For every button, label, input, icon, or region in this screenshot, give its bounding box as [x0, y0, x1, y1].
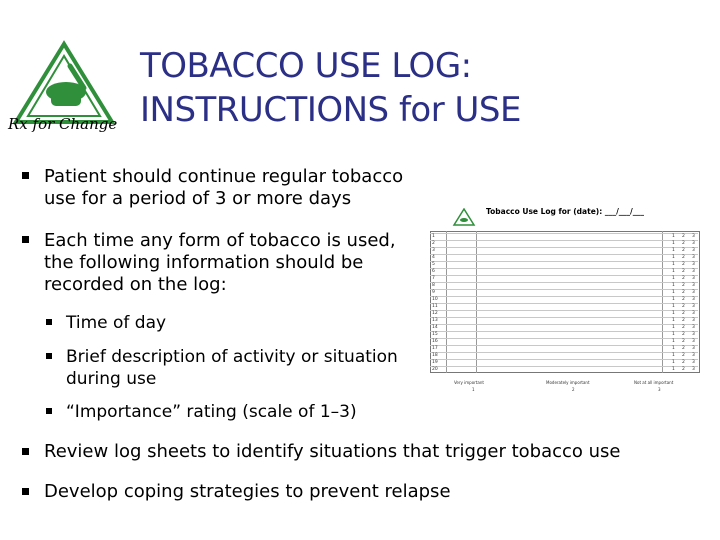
bullet-review-log: Review log sheets to identify situations that trigger tobacco use [44, 441, 621, 462]
log-row-number: 12 [432, 311, 438, 316]
log-rating-value: 3 [692, 339, 695, 344]
log-row-number: 8 [432, 283, 435, 288]
log-row-number: 11 [432, 304, 438, 309]
sub-bullet-rating: “Importance” rating (scale of 1–3) [66, 402, 357, 422]
form-footer-right-num: 3 [658, 387, 661, 392]
log-rating-value: 1 [672, 297, 675, 302]
log-rating-value: 2 [682, 332, 685, 337]
page-title [140, 44, 700, 132]
log-rating-value: 1 [672, 262, 675, 267]
log-row-number: 19 [432, 360, 438, 365]
log-rating-value: 3 [692, 255, 695, 260]
log-row-number: 14 [432, 325, 438, 330]
log-rating-value: 2 [682, 297, 685, 302]
log-row-number: 4 [432, 255, 435, 260]
log-rating-value: 3 [692, 262, 695, 267]
log-rating-value: 2 [682, 304, 685, 309]
form-footer-left-num: 1 [472, 387, 475, 392]
title-line-2: INSTRUCTIONS for USE [140, 90, 521, 130]
log-rating-value: 1 [672, 325, 675, 330]
title-line-1: TOBACCO USE LOG: [140, 46, 472, 86]
log-rating-value: 2 [682, 367, 685, 372]
log-rating-value: 3 [692, 297, 695, 302]
log-rating-value: 2 [682, 353, 685, 358]
log-rating-value: 1 [672, 304, 675, 309]
log-rating-value: 3 [692, 367, 695, 372]
log-rating-value: 2 [682, 290, 685, 295]
log-rating-value: 3 [692, 276, 695, 281]
log-rating-value: 2 [682, 255, 685, 260]
sub-bullet-marker [46, 408, 52, 414]
bullet-marker [22, 172, 29, 179]
log-row [430, 366, 698, 374]
sub-bullet-activity: Brief description of activity or situation during use [66, 347, 398, 389]
bullet-coping: Develop coping strategies to prevent relapse [44, 481, 451, 502]
log-row-number: 9 [432, 290, 435, 295]
log-rating-value: 2 [682, 339, 685, 344]
log-rating-value: 1 [672, 290, 675, 295]
bullet-marker [22, 488, 29, 495]
log-rating-value: 2 [682, 325, 685, 330]
log-rating-value: 2 [682, 269, 685, 274]
form-title: Tobacco Use Log for (date): ___/___/___ [486, 207, 645, 216]
logo-text: Rx for Change [8, 115, 118, 132]
form-footer-left: Very important [454, 380, 484, 385]
log-rating-value: 2 [682, 262, 685, 267]
form-footer-mid-num: 2 [572, 387, 575, 392]
log-rating-value: 1 [672, 269, 675, 274]
log-rating-value: 3 [692, 269, 695, 274]
log-row-number: 15 [432, 332, 438, 337]
sub-bullet-time: Time of day [66, 313, 167, 333]
log-rating-value: 2 [682, 283, 685, 288]
log-rating-value: 3 [692, 241, 695, 246]
log-rating-value: 1 [672, 311, 675, 316]
sub-bullet-marker [46, 319, 52, 325]
log-rating-value: 3 [692, 325, 695, 330]
log-rating-value: 1 [672, 360, 675, 365]
log-rating-value: 3 [692, 360, 695, 365]
log-rating-value: 1 [672, 276, 675, 281]
log-row-number: 16 [432, 339, 438, 344]
log-rating-value: 3 [692, 318, 695, 323]
tobacco-use-log-form [426, 200, 704, 400]
log-rating-value: 2 [682, 241, 685, 246]
sub-bullet-marker [46, 353, 52, 359]
log-row-number: 10 [432, 297, 438, 302]
log-rating-value: 1 [672, 248, 675, 253]
log-rating-value: 3 [692, 311, 695, 316]
log-rating-value: 2 [682, 346, 685, 351]
log-row-number: 5 [432, 262, 435, 267]
log-rating-value: 1 [672, 367, 675, 372]
log-rating-value: 3 [692, 353, 695, 358]
log-rating-value: 1 [672, 353, 675, 358]
log-rating-value: 1 [672, 339, 675, 344]
log-rating-value: 3 [692, 248, 695, 253]
log-row-number: 2 [432, 241, 435, 246]
form-footer-right: Not at all important [634, 380, 674, 385]
log-rating-value: 1 [672, 255, 675, 260]
bullet-record-info: Each time any form of tobacco is used, the following information should be recorded on the log: [44, 230, 396, 295]
log-rating-value: 3 [692, 346, 695, 351]
log-rating-value: 1 [672, 234, 675, 239]
bullet-marker [22, 448, 29, 455]
form-footer-mid: Moderately important [546, 380, 590, 385]
log-rating-value: 2 [682, 276, 685, 281]
log-row-number: 1 [432, 234, 435, 239]
log-rating-value: 2 [682, 318, 685, 323]
log-row-number: 6 [432, 269, 435, 274]
log-rating-value: 1 [672, 283, 675, 288]
log-rating-value: 2 [682, 234, 685, 239]
log-row-number: 20 [432, 367, 438, 372]
log-rating-value: 1 [672, 332, 675, 337]
log-rating-value: 2 [682, 360, 685, 365]
log-row-number: 18 [432, 353, 438, 358]
log-rating-value: 1 [672, 318, 675, 323]
log-row-number: 13 [432, 318, 438, 323]
log-rating-value: 3 [692, 234, 695, 239]
log-rating-value: 3 [692, 283, 695, 288]
log-row-number: 3 [432, 248, 435, 253]
log-rating-value: 3 [692, 290, 695, 295]
bullet-continue-use: Patient should continue regular tobacco use for a period of 3 or more days [44, 166, 404, 209]
log-rating-value: 1 [672, 241, 675, 246]
log-row-number: 17 [432, 346, 438, 351]
form-logo-icon [452, 208, 476, 228]
log-rating-value: 3 [692, 304, 695, 309]
bullet-marker [22, 236, 29, 243]
log-rating-value: 2 [682, 248, 685, 253]
log-row-number: 7 [432, 276, 435, 281]
log-rating-value: 1 [672, 346, 675, 351]
log-rating-value: 3 [692, 332, 695, 337]
log-rating-value: 2 [682, 311, 685, 316]
rx-for-change-logo [6, 40, 138, 132]
